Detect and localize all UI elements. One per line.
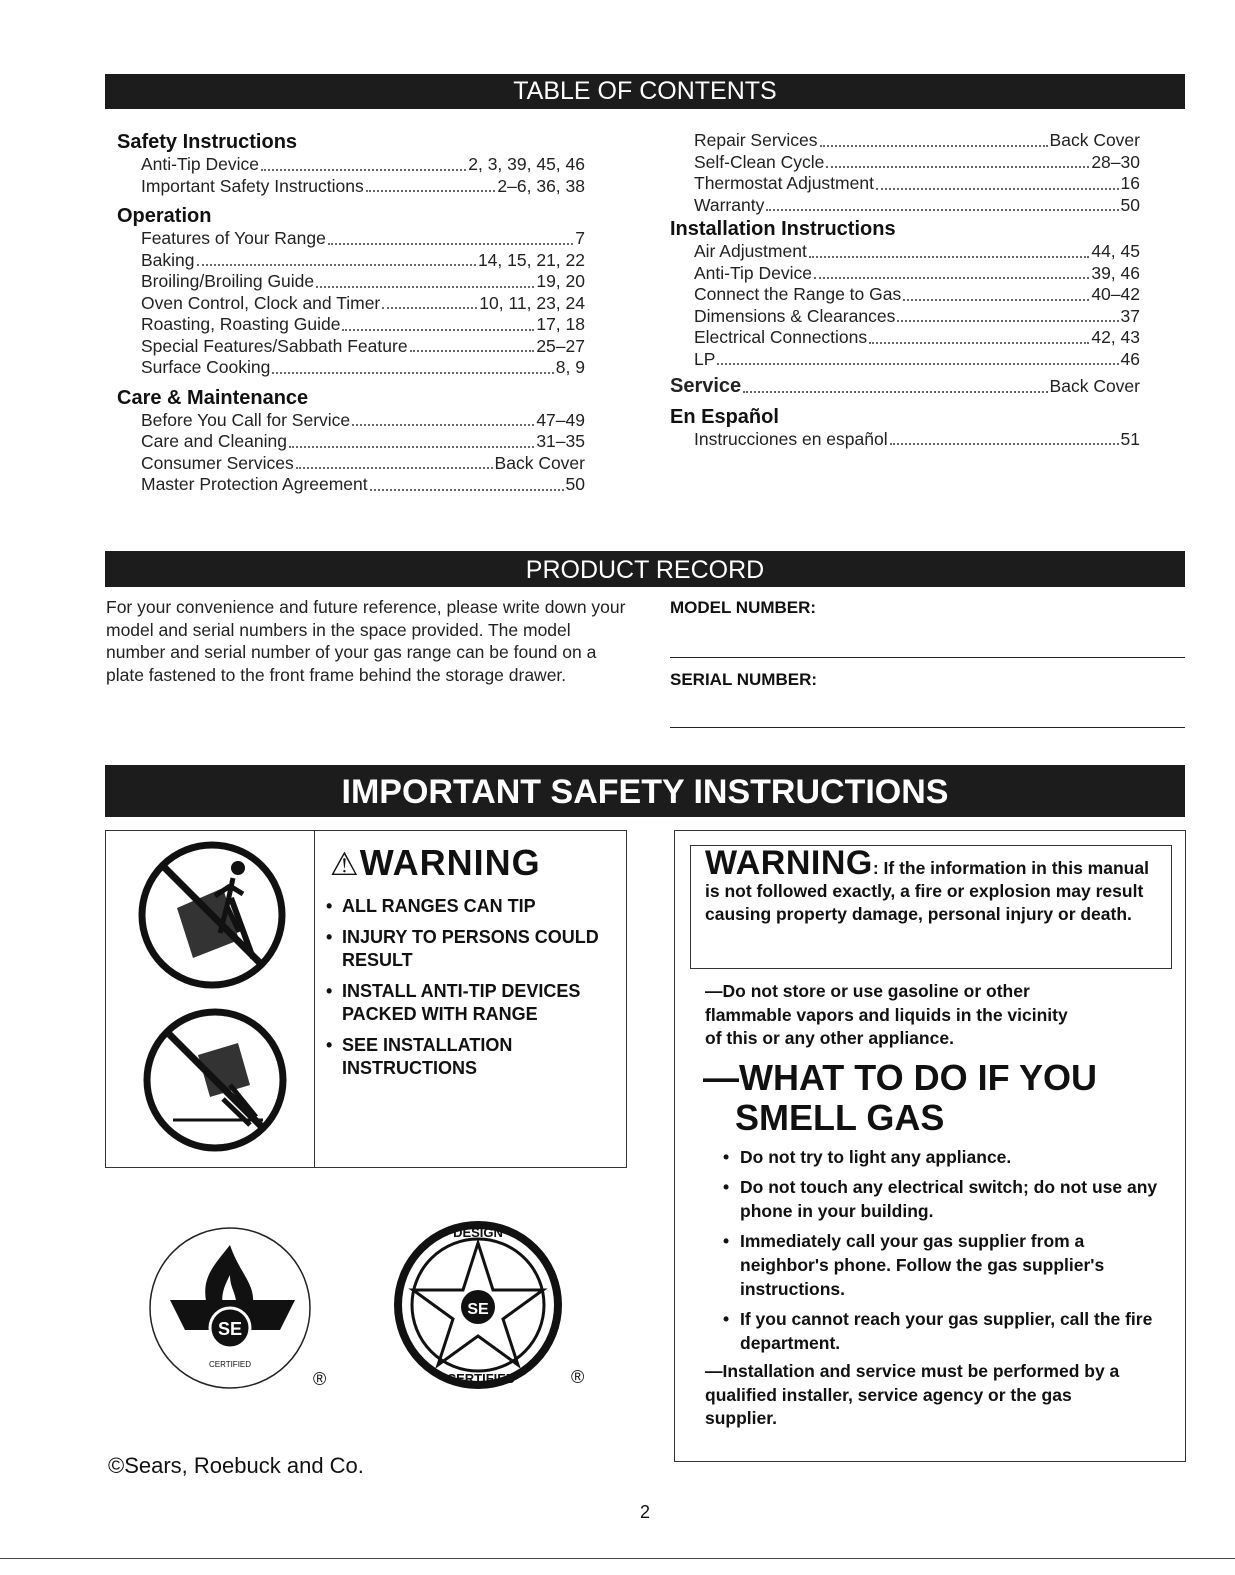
- copyright: ©Sears, Roebuck and Co.: [108, 1453, 364, 1478]
- toc-entry[interactable]: Roasting, Roasting Guide 17, 18: [141, 314, 585, 334]
- smell-gas-list: [720, 1145, 1170, 1361]
- warning-title: ⚠WARNING: [330, 842, 541, 883]
- svg-text:CERTIFIED: CERTIFIED: [208, 1360, 252, 1369]
- list-item: • ALL RANGES CAN TIP: [322, 895, 622, 919]
- no-store-gasoline-text: —Do not store or use gasoline or other flammable vapors and liquids in the vicinity of this or any other appliance.: [705, 981, 1068, 1048]
- toc-left-column: [117, 131, 585, 496]
- product-record-heading: PRODUCT RECORD: [525, 556, 765, 584]
- list-item: • INSTALL ANTI-TIP DEVICES PACKED WITH RANGE: [322, 980, 622, 1027]
- toc-entry[interactable]: Instrucciones en español 51: [694, 428, 1140, 449]
- toc-section-title: Care & Maintenance: [117, 386, 309, 409]
- certified-flame-logo: [130, 1220, 335, 1395]
- svg-text:®: ®: [313, 1369, 327, 1389]
- toc-entry[interactable]: Electrical Connections 42, 43: [694, 327, 1140, 347]
- toc-right-column: [670, 130, 1140, 450]
- gas-warning-text: WARNING: If the information in this manual is not followed exactly, a fire or explosion may result causing property damage, personal injury or death.: [705, 844, 1149, 924]
- toc-section-title: En Español: [670, 405, 779, 428]
- serial-number-line[interactable]: [670, 727, 1185, 728]
- safety-heading: IMPORTANT SAFETY INSTRUCTIONS: [341, 773, 949, 811]
- svg-text:®: ®: [571, 1367, 585, 1387]
- svg-text:DESIGN: DESIGN: [453, 1225, 503, 1240]
- range-fallen-icon: [138, 1005, 293, 1155]
- smell-gas-heading: —WHAT TO DO IF YOU SMELL GAS: [703, 1057, 1097, 1138]
- page-number: 2: [640, 1502, 651, 1522]
- warning-list: [322, 895, 622, 1088]
- toc-entry[interactable]: Air Adjustment 44, 45: [694, 241, 1140, 261]
- toc-heading: TABLE OF CONTENTS: [513, 77, 777, 105]
- list-item: • SEE INSTALLATION INSTRUCTIONS: [322, 1034, 622, 1081]
- toc-entry[interactable]: Surface Cooking 8, 9: [141, 357, 585, 377]
- toc-entry[interactable]: Baking 14, 15, 21, 22: [141, 249, 585, 270]
- toc-entry[interactable]: Consumer Services Back Cover: [141, 452, 585, 473]
- design-certified-star-logo: [393, 1215, 603, 1400]
- toc-entry[interactable]: Connect the Range to Gas 40–42: [694, 284, 1140, 304]
- toc-entry[interactable]: Warranty 50: [694, 194, 1140, 215]
- toc-section-title: Safety Instructions: [117, 131, 298, 153]
- installation-note: —Installation and service must be performed by a qualified installer, service agency or the gas supplier.: [705, 1361, 1120, 1428]
- bottom-rule: [0, 1558, 1235, 1559]
- toc-entry[interactable]: Dimensions & Clearances 37: [694, 305, 1140, 326]
- toc-entry[interactable]: LP 46: [694, 348, 1140, 369]
- svg-text:CERTIFIED: CERTIFIED: [446, 1371, 516, 1386]
- toc-entry[interactable]: Care and Cleaning 31–35: [141, 431, 585, 451]
- svg-text:SE: SE: [467, 1301, 489, 1318]
- toc-entry[interactable]: Anti-Tip Device 39, 46: [694, 262, 1140, 283]
- toc-entry[interactable]: Features of Your Range 7: [141, 228, 585, 248]
- toc-entry[interactable]: Before You Call for Service 47–49: [141, 409, 585, 430]
- warning-triangle-icon: ⚠: [330, 846, 360, 882]
- toc-section-title: Operation: [117, 205, 212, 227]
- product-record-heading-bar: [105, 551, 1185, 587]
- toc-entry[interactable]: Master Protection Agreement 50: [141, 474, 585, 494]
- toc-heading-bar: [105, 74, 1185, 109]
- list-item: • INJURY TO PERSONS COULD RESULT: [322, 926, 622, 973]
- list-item: • Immediately call your gas supplier from a neighbor's phone. Follow the gas supplier's instructions.: [720, 1229, 1170, 1301]
- product-record-text: For your convenience and future reference, please write down your model and serial numbers in the space provided. The model number and serial number of your gas range can be found on a plate fastened to the front frame behind the storage drawer.: [106, 597, 626, 685]
- toc-section-title: Installation Instructions: [670, 218, 896, 240]
- model-number-label: MODEL NUMBER:: [670, 598, 817, 617]
- toc-service-entry[interactable]: Service Back Cover: [670, 375, 1140, 397]
- toc-entry[interactable]: Important Safety Instructions 2–6, 36, 38: [141, 175, 585, 196]
- model-number-line[interactable]: [670, 657, 1185, 658]
- list-item: • Do not touch any electrical switch; do not use any phone in your building.: [720, 1175, 1170, 1223]
- list-item: • Do not try to light any appliance.: [720, 1145, 1170, 1169]
- list-item: • If you cannot reach your gas supplier, call the fire department.: [720, 1307, 1170, 1355]
- toc-entry[interactable]: Special Features/Sabbath Feature 25–27: [141, 335, 585, 356]
- toc-entry[interactable]: Thermostat Adjustment 16: [694, 173, 1140, 193]
- toc-entry[interactable]: Anti-Tip Device 2, 3, 39, 45, 46: [141, 154, 585, 174]
- range-tip-over-icon: [135, 838, 290, 993]
- warning-divider: [314, 830, 315, 1168]
- serial-number-label: SERIAL NUMBER:: [670, 670, 818, 689]
- safety-heading-bar: [105, 765, 1185, 817]
- toc-entry[interactable]: Self-Clean Cycle 28–30: [694, 151, 1140, 172]
- toc-entry[interactable]: Broiling/Broiling Guide 19, 20: [141, 271, 585, 291]
- svg-text:SE: SE: [217, 1319, 243, 1339]
- toc-entry[interactable]: Oven Control, Clock and Timer 10, 11, 23, 24: [141, 292, 585, 313]
- toc-entry[interactable]: Repair Services Back Cover: [694, 130, 1140, 150]
